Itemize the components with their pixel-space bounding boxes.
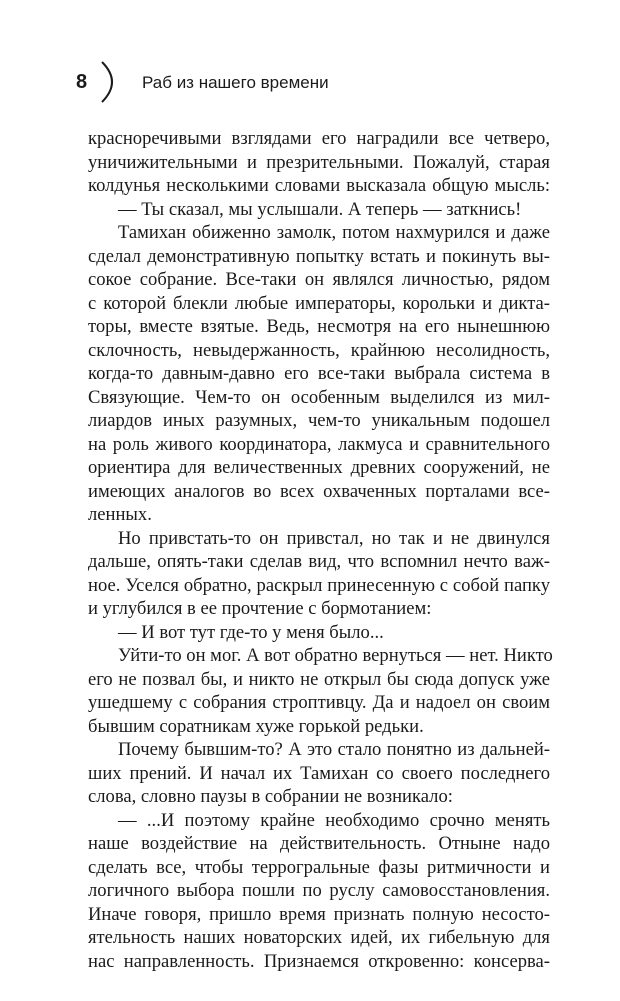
text-line: когда-то давным-давно его все-таки выбрала система в [88, 363, 550, 384]
text-line: — Ты сказал, мы услышали. А теперь — заткнись! [118, 198, 522, 220]
text-line: ленных. [88, 504, 152, 525]
text-line: склочность, невыдержанность, крайнюю несолидность, [88, 339, 550, 361]
text-line: его не позвал бы, и никто не открыл бы сюда допуск уже [88, 668, 550, 690]
text-line: уничижительными и презрительными. Пожалуй, старая [88, 151, 550, 173]
text-line: Связующие. Чем-то он особенным выделился из мил- [88, 386, 550, 408]
text-line: дальше, опять-таки сделав вид, что вспомнил нечто важ- [88, 551, 550, 572]
text-line: Иначе говоря, пришло время признать полную несосто- [88, 903, 550, 925]
text-line: бывшим соратникам хуже горькой редьки. [88, 715, 424, 737]
page-number: 8 [76, 71, 88, 93]
text-line: — ...И поэтому крайне необходимо срочно менять [118, 809, 550, 831]
text-line: сделать все, чтобы террогральные фазы ритмичности и [88, 856, 550, 878]
text-line: красноречивыми взглядами его наградили все четверо, [88, 128, 550, 149]
text-line: — И вот тут где-то у меня было... [118, 621, 384, 643]
text-line: на роль живого координатора, лакмуса и сравнительного [88, 433, 550, 455]
text-line: лиардов иных разумных, чем-то уникальным подошел [88, 410, 550, 431]
text-line: Но привстать-то он привстал, но так и не двинулся [118, 527, 550, 549]
text-line: сделал демонстративную попытку встать и покинуть вы- [88, 245, 550, 267]
text-line: наше воздействие на действительность. Отныне надо [88, 833, 550, 854]
text-line: Почему бывшим-то? А это стало понятно из дальней- [118, 739, 550, 760]
text-line: с которой блекли любые императоры, корольки и дикта- [88, 292, 550, 314]
text-line: ятельность наших новаторских идей, их гибельную для [88, 927, 550, 948]
text-line: имеющих аналогов во всех охваченных порталами все- [88, 480, 550, 502]
text-line: логичного выбора пошли по руслу самовосстановления. [88, 880, 550, 901]
running-title: Раб из нашего времени [142, 73, 329, 92]
text-line: нас направленность. Признаемся откровенно: консерва- [88, 950, 550, 972]
text-line: Уйти-то он мог. А вот обратно вернуться — нет. Никто [118, 645, 553, 666]
text-line: слова, словно паузы в собрании не возникало: [88, 786, 453, 807]
text-line: ших прений. И начал их Тамихан со своего последнего [88, 762, 550, 784]
text-line: Тамихан обиженно замолк, потом нахмурился и даже [118, 222, 550, 243]
header-bracket-divider [96, 60, 126, 104]
text-line: сокое собрание. Все-таки он являлся личностью, рядом [88, 269, 550, 290]
text-line: ушедшему с собрания строптивцу. Да и надоел он своим [88, 692, 550, 713]
text-line: торы, вместе взятые. Ведь, несмотря на его нынешнюю [88, 316, 550, 337]
text-line: ное. Уселся обратно, раскрыл принесенную с собой папку [88, 574, 550, 596]
text-line: колдунья несколькими словами высказала общую мысль: [88, 175, 550, 196]
text-line: и углубился в ее прочтение с бормотанием: [88, 598, 432, 619]
body-text [88, 127, 553, 973]
text-line: ориентира для величественных древних сооружений, не [88, 457, 550, 478]
